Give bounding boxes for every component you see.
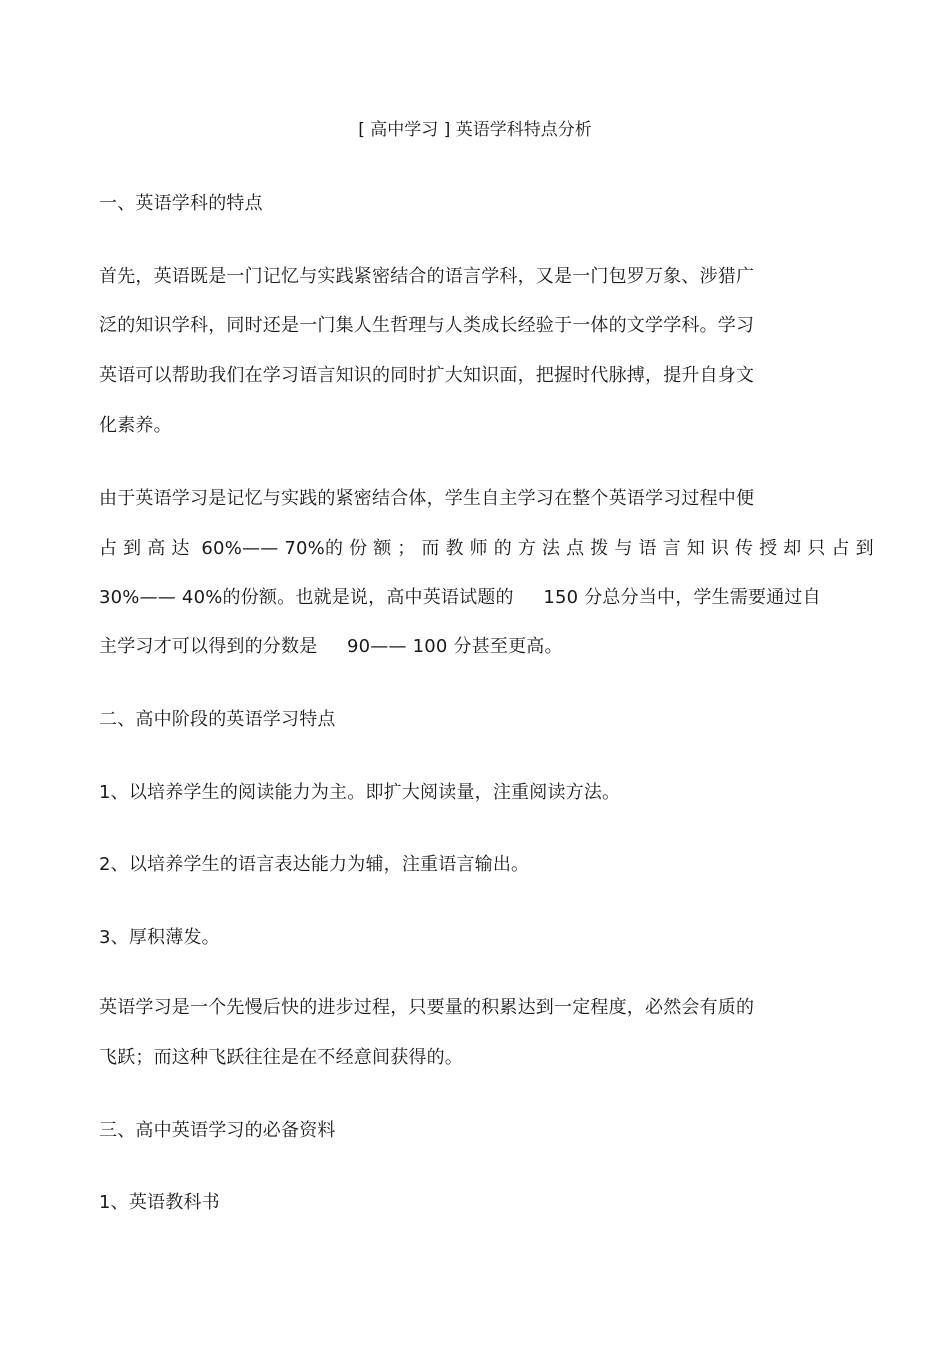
list-item: 2、以培养学生的语言表达能力为辅，注重语言输出。	[99, 854, 530, 875]
paragraph-line: 泛的知识学科，同时还是一门集人生哲理与人类成长经验于一体的文学学科。学习	[99, 315, 755, 336]
paragraph-line: 占 到 高 达 60%—— 70%的 份 额 ； 而 教 师 的 方 法 点 拨 与 语 言 知 识 传 授 却 只 占 到	[99, 538, 874, 559]
list-item: 1、以培养学生的阅读能力为主。即扩大阅读量，注重阅读方法。	[99, 782, 621, 803]
paragraph-line: 化素养。	[99, 415, 172, 436]
paragraph-line: 由于英语学习是记忆与实践的紧密结合体，学生自主学习在整个英语学习过程中便	[99, 488, 755, 509]
section-heading-2: 二、高中阶段的英语学习特点	[99, 709, 336, 730]
paragraph-line: 英语可以帮助我们在学习语言知识的同时扩大知识面，把握时代脉搏，提升自身文	[99, 365, 755, 386]
paragraph-line: 主学习才可以得到的分数是 90—— 100 分甚至更高。	[99, 636, 563, 657]
paragraph-line: 30%—— 40%的份额。也就是说，高中英语试题的 150 分总分当中，学生需要通过自	[99, 587, 821, 608]
paragraph-line: 首先，英语既是一门记忆与实践紧密结合的语言学科，又是一门包罗万象、涉猎广	[99, 266, 755, 287]
section-heading-1: 一、英语学科的特点	[99, 193, 263, 214]
list-item: 1、英语教科书	[99, 1192, 220, 1213]
paragraph-line: 飞跃；而这种飞跃往往是在不经意间获得的。	[99, 1047, 463, 1068]
document-title: [ 高中学习 ] 英语学科特点分析	[358, 120, 592, 140]
section-heading-3: 三、高中英语学习的必备资料	[99, 1120, 336, 1141]
paragraph-line: 英语学习是一个先慢后快的进步过程，只要量的积累达到一定程度，必然会有质的	[99, 997, 755, 1018]
list-item: 3、厚积薄发。	[99, 927, 220, 948]
